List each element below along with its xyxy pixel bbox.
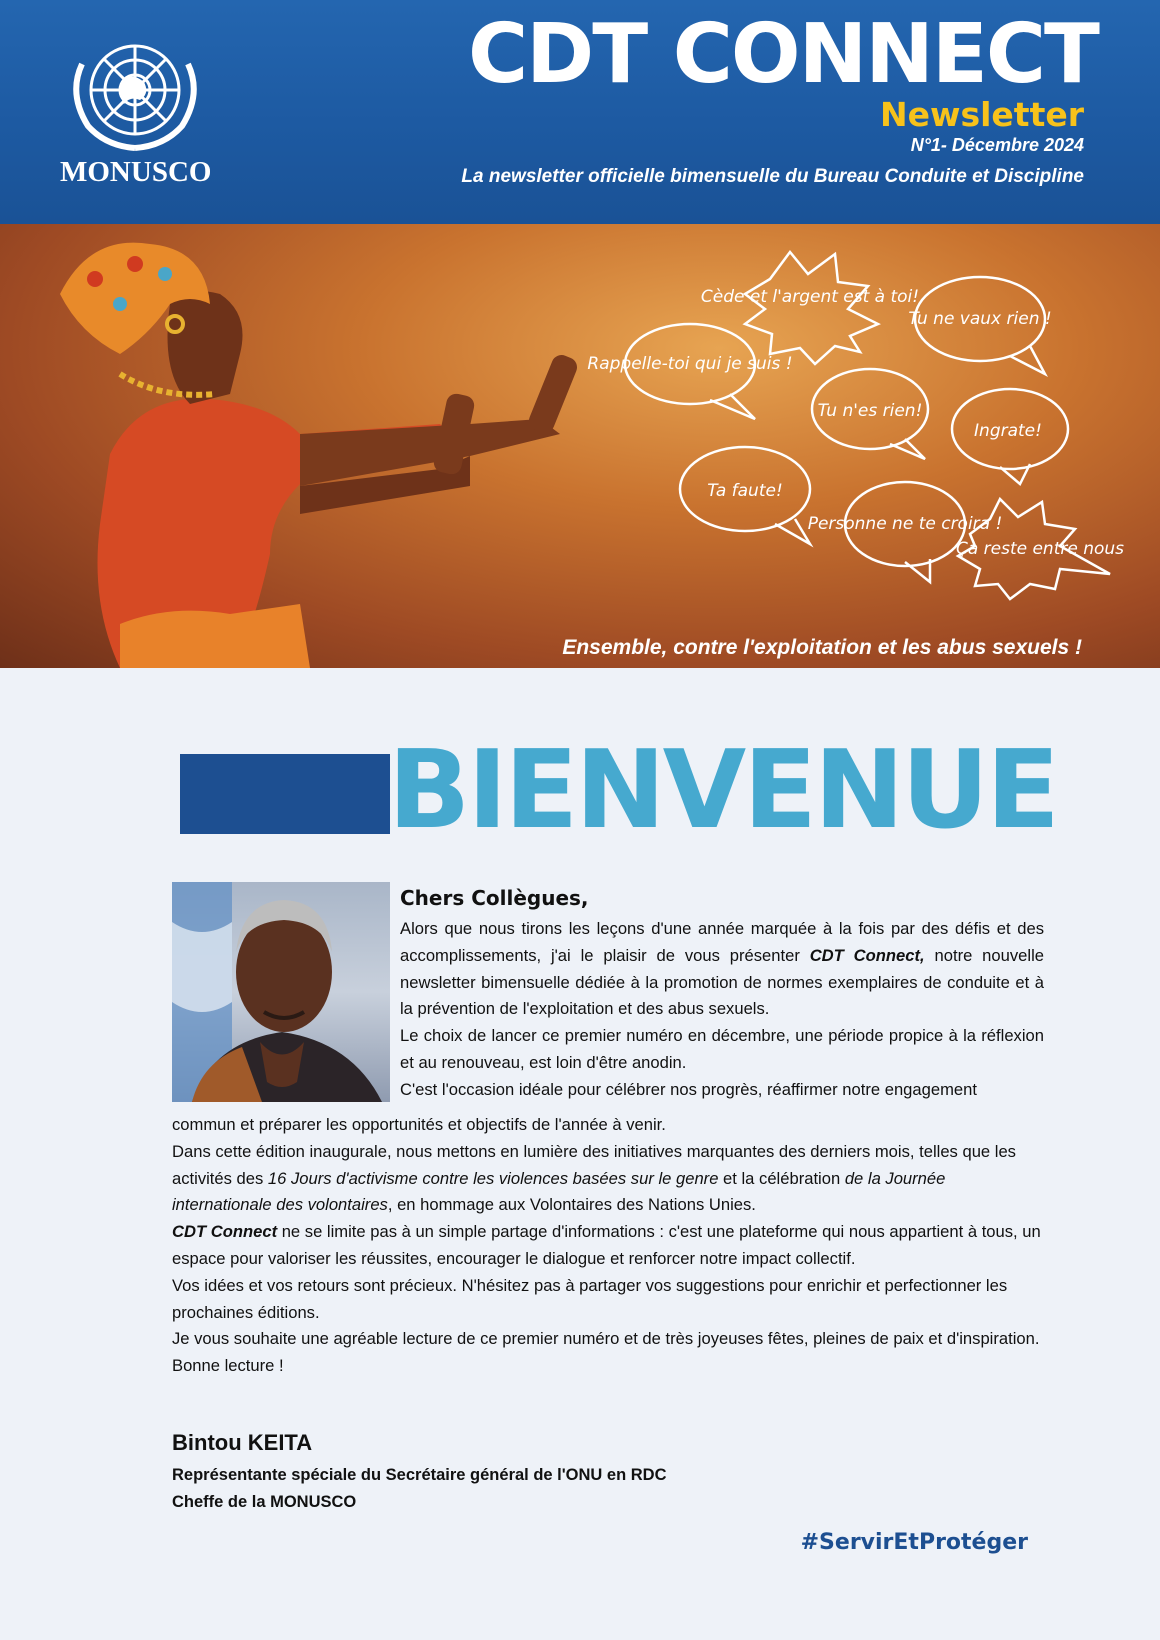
header	[0, 0, 1160, 224]
signature-name: Bintou KEITA	[172, 1430, 313, 1455]
banner-illustration	[0, 224, 1160, 668]
newsletter-subtitle: Newsletter	[879, 95, 1084, 134]
paragraph-4: Dans cette édition inaugurale, nous mettons en lumière des initiatives marquantes des derniers mois, telles que les activités des 16 Jours d'activisme contre les violences basées sur le genre et la célébration de la Journée internationale des volontaires, en hommage aux Volontaires des Nations Unies.	[172, 1141, 1016, 1215]
header-tagline: La newsletter officielle bimensuelle du Bureau Conduite et Discipline	[461, 166, 1084, 187]
bubble-text: Tu n'es rien!	[817, 401, 923, 421]
portrait-icon	[172, 882, 390, 1102]
banner-slogan: Ensemble, contre l'exploitation et les abus sexuels !	[562, 636, 1082, 659]
paragraph-5: CDT Connect ne se limite pas à un simple partage d'informations : c'est une plateforme qui nous appartient à tous, un espace pour valoriser les réussites, encourager le dialogue et renforcer notre impact collectif.	[172, 1222, 1041, 1268]
paragraph-1: Alors que nous tirons les leçons d'une année marquée à la fois par des défis et des accomplissements, j'ai le plaisir de vous présenter CDT Connect, notre nouvelle newsletter bimensuelle dédiée à la promotion de normes exemplaires de conduite et à la prévention de l'exploitation et des abus sexuels.	[400, 919, 1044, 1019]
bubble-text: Ingrate!	[974, 421, 1042, 441]
bubble-text: Tu ne vaux rien !	[908, 309, 1052, 329]
paragraph-6: Vos idées et vos retours sont précieux. N'hésitez pas à partager vos suggestions pour enrichir et perfectionner les prochaines éditions.	[172, 1275, 1008, 1322]
greeting: Chers Collègues,	[400, 886, 589, 910]
body-text	[172, 1112, 1044, 1380]
issue-number: N°1- Décembre 2024	[910, 135, 1084, 155]
signature-role-1: Représentante spéciale du Secrétaire général de l'ONU en RDC	[172, 1466, 667, 1484]
intro-text	[400, 916, 1044, 1104]
bubble-text: Ta faute!	[707, 481, 783, 501]
welcome-heading: BIENVENUE	[388, 728, 1057, 853]
signature-role-2: Cheffe de la MONUSCO	[172, 1493, 357, 1511]
bubble-text: Personne ne te croira !	[807, 514, 1003, 534]
newsletter-title: CDT CONNECT	[468, 7, 1098, 102]
bubble-text: Rappelle-toi qui je suis !	[587, 354, 793, 374]
welcome-accent-bar	[180, 754, 390, 834]
paragraph-2: Le choix de lancer ce premier numéro en décembre, une période propice à la réflexion et au renouveau, est loin d'être anodin.	[400, 1026, 1044, 1072]
portrait-photo	[172, 882, 390, 1102]
paragraph-7: Je vous souhaite une agréable lecture de ce premier numéro et de très joyeuses fêtes, pleines de paix et d'inspiration.	[172, 1329, 1040, 1349]
bubble-text: Cède et l'argent est à toi!	[700, 287, 920, 307]
logo-text: MONUSCO	[60, 156, 212, 188]
paragraph-3b: commun et préparer les opportunités et objectifs de l'année à venir.	[172, 1115, 666, 1134]
paragraph-3a: C'est l'occasion idéale pour célébrer nos progrès, réaffirmer notre engagement	[400, 1079, 977, 1099]
woman-illustration-icon	[60, 243, 580, 668]
un-emblem-icon	[60, 34, 210, 154]
hero-banner	[0, 224, 1160, 668]
bubble-text: Ça reste entre nous	[955, 539, 1125, 559]
signature-role	[172, 1462, 667, 1516]
paragraph-8: Bonne lecture !	[172, 1356, 284, 1376]
hashtag: #ServirEtProtéger	[800, 1530, 1028, 1555]
un-logo	[60, 34, 210, 194]
